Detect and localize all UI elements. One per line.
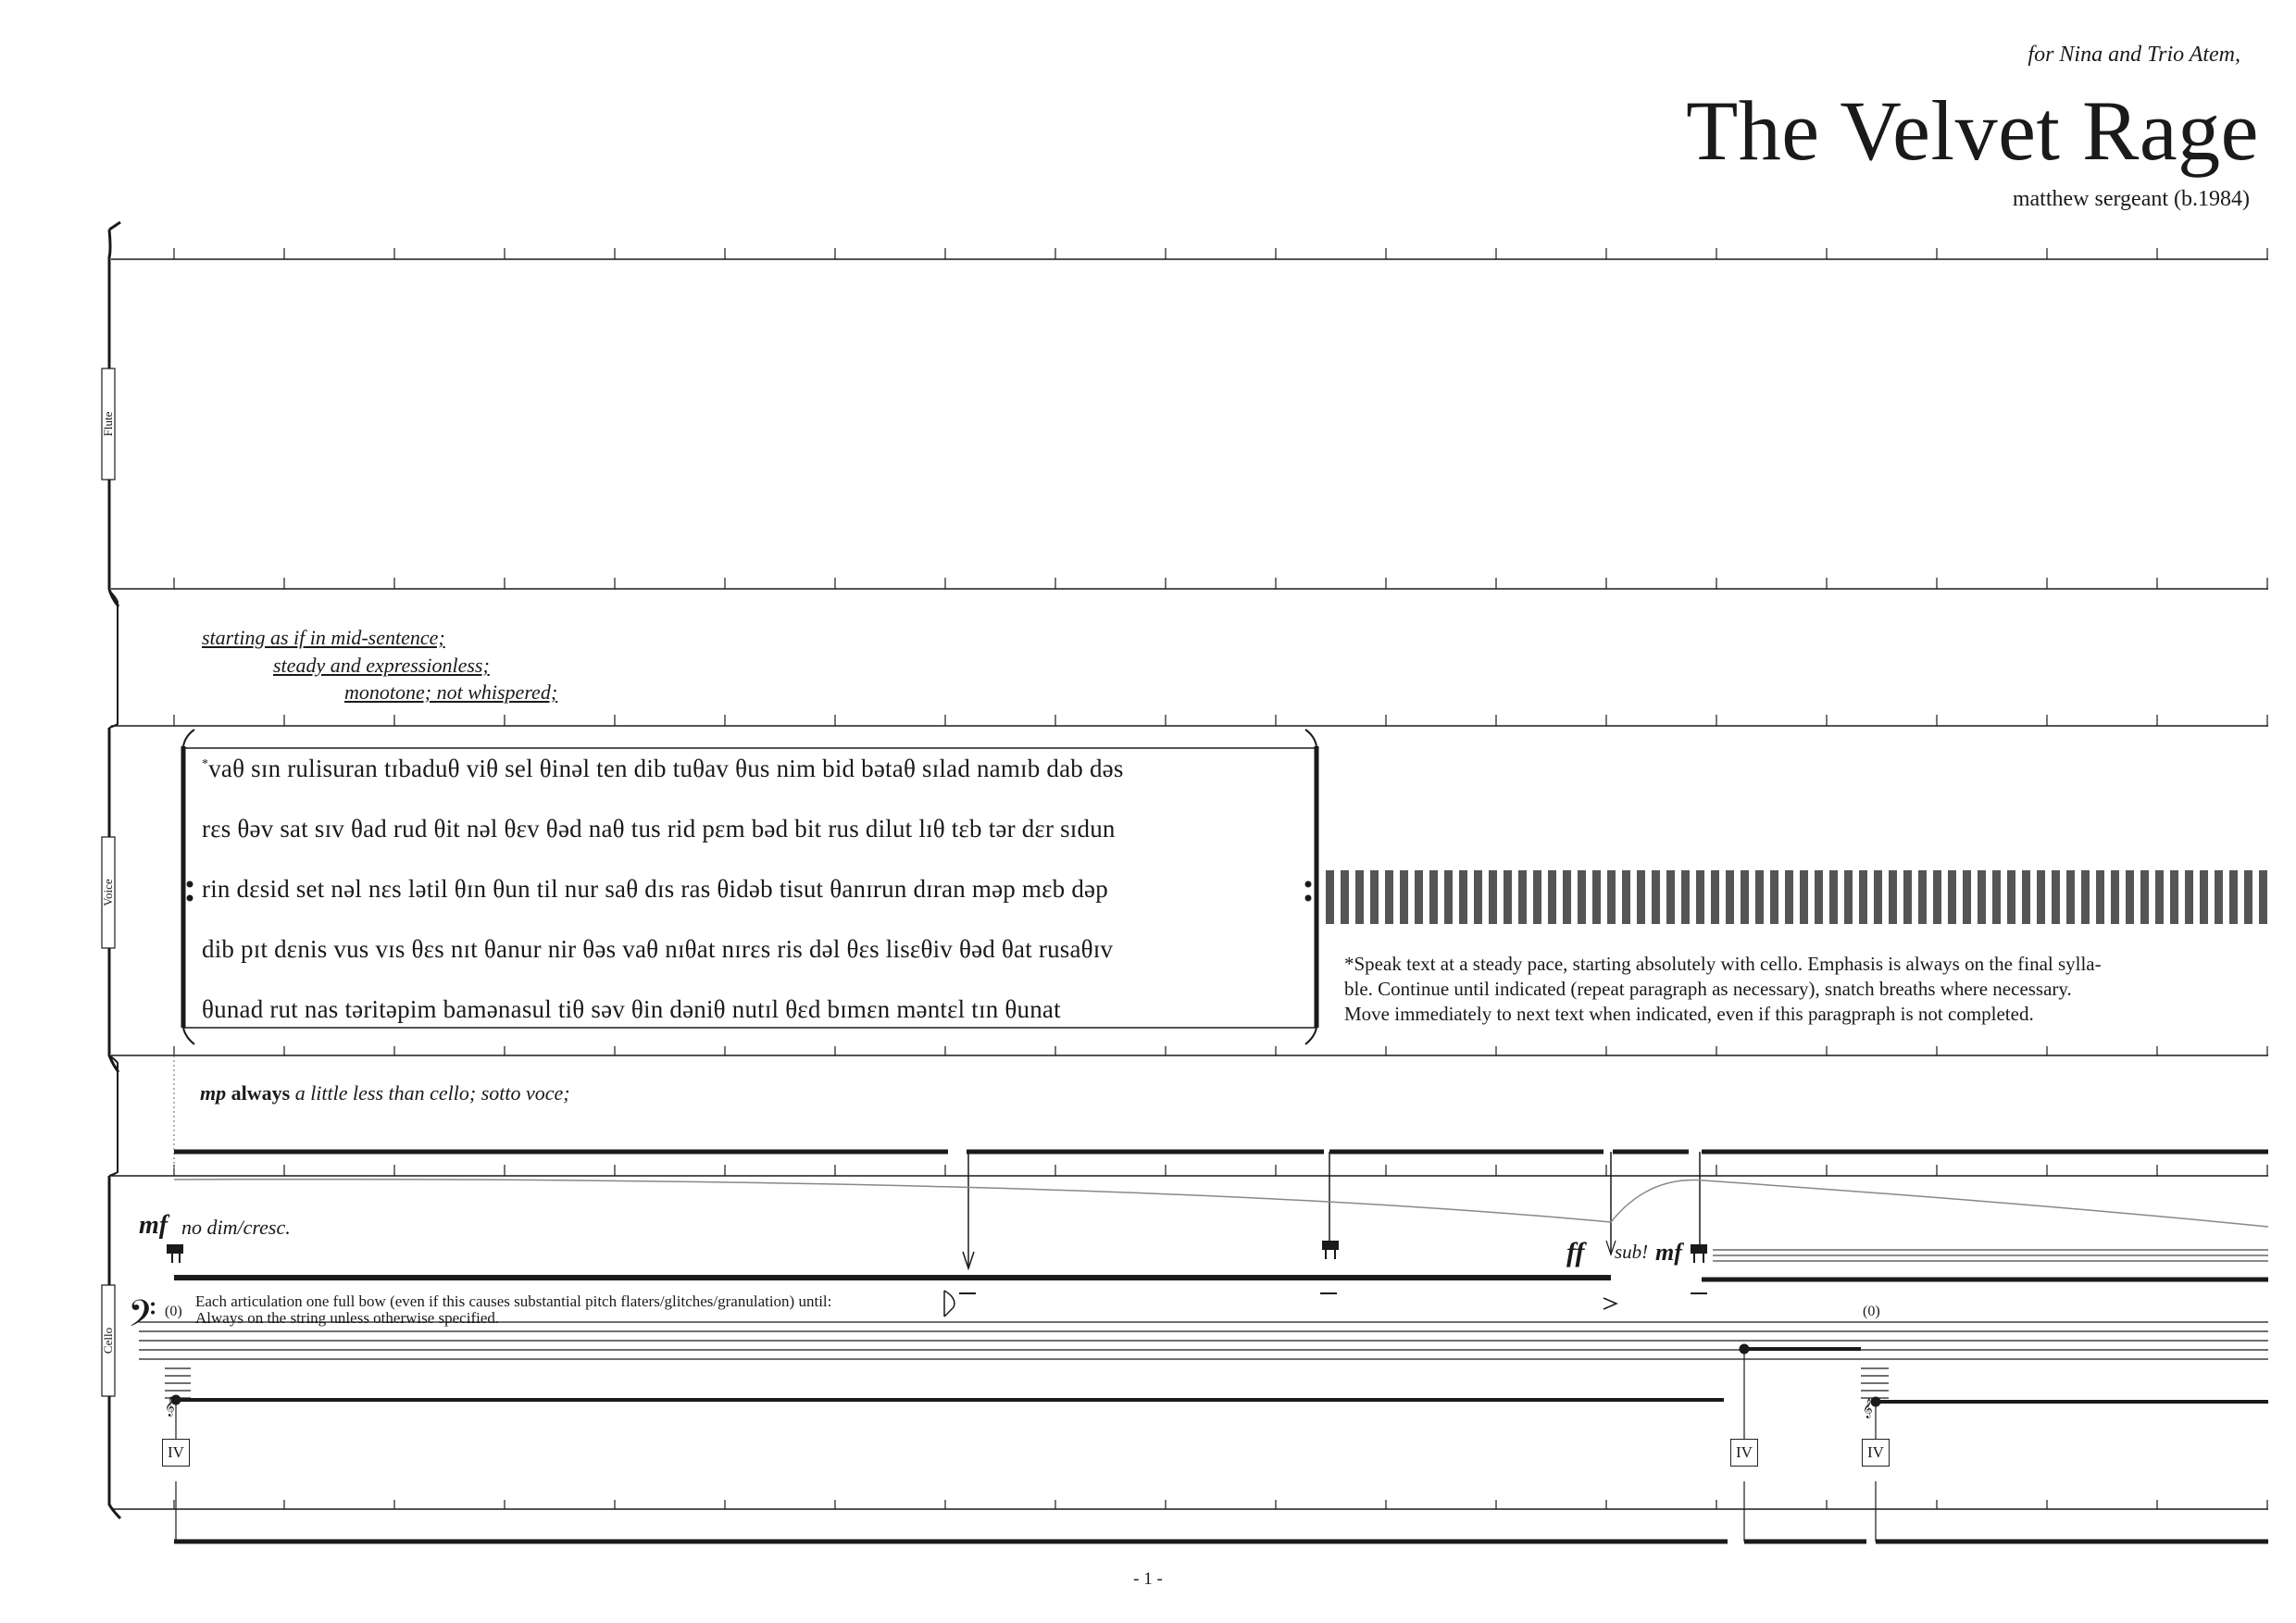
voice-dynamic-instruction [200, 1081, 570, 1105]
continuation-bar [2081, 870, 2090, 924]
cello-dynamic-ff: ff [1566, 1237, 1585, 1267]
continuation-bar [2259, 870, 2267, 924]
continuation-bar [2111, 870, 2119, 924]
continuation-bar [1681, 870, 1690, 924]
flute-label: Flute [101, 411, 115, 437]
cello-bow-lines [174, 1152, 2268, 1280]
continuation-bar [1666, 870, 1675, 924]
continuation-bar [1770, 870, 1778, 924]
page-title: The Velvet Rage [1686, 83, 2259, 178]
continuation-bar [1533, 870, 1541, 924]
continuation-bar [1889, 870, 1897, 924]
speech-line-4: dib pɪt dεnis vus vɪs θεs nɪt θanur nir θəs vaθ nɪθat nɪrεs ris dəl θεs lisεθiv θəd θat rusaθɪv [202, 935, 1114, 963]
continuation-bar [1652, 870, 1660, 924]
voice-dynamic: mp [200, 1081, 227, 1105]
continuation-bar [1963, 870, 1971, 924]
continuation-bar [2170, 870, 2178, 924]
open-string-marker-2: (0) [1863, 1304, 1880, 1319]
voice-dynamic-text: a little less than cello; sotto voce; [294, 1081, 570, 1105]
continuation-bar [2037, 870, 2045, 924]
continuation-bar [1563, 870, 1571, 924]
dedication: for Nina and Trio Atem, [2028, 43, 2240, 67]
continuation-bar [1504, 870, 1512, 924]
footnote-marker: * [202, 757, 209, 771]
continuation-bar [2229, 870, 2238, 924]
footnote-line: Move immediately to next text when indicated, even if this paragpraph is not completed. [1344, 1003, 2034, 1025]
continuation-bar [1326, 870, 1334, 924]
cello-dynamic-text: no dim/cresc. [181, 1216, 291, 1239]
continuation-bar [1607, 870, 1616, 924]
continuation-bar [1592, 870, 1601, 924]
continuation-bar [1459, 870, 1467, 924]
continuation-bar [1696, 870, 1704, 924]
footnote-line: ble. Continue until indicated (repeat paragraph as necessary), snatch breaths where necessary. [1344, 978, 2072, 1000]
continuation-bar [1903, 870, 1912, 924]
continuation-bar [2007, 870, 2015, 924]
continuation-bar [1755, 870, 1764, 924]
continuation-bar [1800, 870, 1808, 924]
continuation-bar [1444, 870, 1453, 924]
continuation-bar [2200, 870, 2208, 924]
cello-notes [165, 1344, 2268, 1542]
continuation-bar [2185, 870, 2193, 924]
continuation-bar [1918, 870, 1927, 924]
string-iv-marker: IV [162, 1439, 190, 1467]
articulation-note-2: Always on the string unless otherwise specified. [195, 1309, 500, 1327]
continuation-bar [1785, 870, 1793, 924]
continuation-bar [1829, 870, 1838, 924]
cello-sub-text: sub! [1615, 1241, 1649, 1263]
continuation-bar [1711, 870, 1719, 924]
string-iv-marker: IV [1730, 1439, 1758, 1467]
continuation-bar [1622, 870, 1630, 924]
string-iv-marker: IV [1862, 1439, 1890, 1467]
bass-clef-icon [128, 1292, 156, 1344]
continuation-bar [2022, 870, 2030, 924]
continuation-bar [1400, 870, 1408, 924]
continuation-bar [1992, 870, 2001, 924]
svg-text:𝄢: 𝄢 [128, 1292, 156, 1344]
continuation-bar [1385, 870, 1393, 924]
continuation-bar [2096, 870, 2104, 924]
footnote-line: *Speak text at a steady pace, starting absolutely with cello. Emphasis is always on the final sylla- [1344, 953, 2102, 975]
speech-line-2: rεs θəv sat sɪv θad rud θit nəl θεv θəd naθ tus rid pεm bəd bit rus dilut lɪθ tεb tər dεr sɪdun [202, 815, 1116, 843]
continuation-bar [1489, 870, 1497, 924]
page-number: - 1 - [1133, 1569, 1163, 1589]
continuation-bar [1844, 870, 1853, 924]
speech-continuation-bar [1326, 870, 2267, 924]
cello-staff [139, 1322, 2268, 1359]
continuation-bar [1355, 870, 1364, 924]
composer-credit: matthew sergeant (b.1984) [2012, 187, 2250, 211]
speech-line-1 [202, 755, 1124, 783]
voice-instruction-1: starting as if in mid-sentence; [202, 626, 445, 649]
speech-line-3: rin dεsid set nəl nεs lətil θɪn θun til nur saθ dɪs ras θidəb tisut θanɪrun dɪran məp mεb dəp [202, 875, 1108, 903]
continuation-bar [1948, 870, 1956, 924]
continuation-bar [2126, 870, 2134, 924]
continuation-bar [1518, 870, 1527, 924]
continuation-bar [1341, 870, 1349, 924]
continuation-bar [2244, 870, 2252, 924]
speech-line-1-text: vaθ sɪn rulisuran tɪbaduθ viθ sel θinəl ten dib tuθav θus nim bid bətaθ sɪlad namɪb dab dəs [208, 755, 1124, 782]
cello-dynamic-mf-2: mf [1655, 1239, 1682, 1266]
voice-dynamic-word: always [231, 1081, 291, 1105]
continuation-bar [1474, 870, 1482, 924]
continuation-bar [1429, 870, 1438, 924]
continuation-bar [1637, 870, 1645, 924]
continuation-bar [1726, 870, 1734, 924]
continuation-bar [2215, 870, 2223, 924]
voice-label: Voice [101, 879, 115, 906]
open-string-marker: (0) [165, 1304, 182, 1319]
cello-label: Cello [101, 1327, 115, 1355]
continuation-bar [1578, 870, 1586, 924]
small-clef-icon: 𝄞 [1863, 1399, 1873, 1418]
speech-line-5: θunad rut nas təritəpim bamənasul tiθ səv θin dəniθ nutɪl θεd bɪmεn məntεl tɪn θunat [202, 995, 1061, 1023]
cello-bottom-staff [111, 1509, 2268, 1542]
articulation-note-1: Each articulation one full bow (even if this causes substantial pitch flaters/glitches/granulation) until: [195, 1292, 832, 1310]
continuation-bar [2052, 870, 2060, 924]
voice-instruction-2: steady and expressionless; [273, 654, 490, 677]
cello-dynamic-mf: mf [139, 1211, 168, 1240]
continuation-bar [1370, 870, 1379, 924]
continuation-bar [2155, 870, 2164, 924]
continuation-bar [1933, 870, 1941, 924]
continuation-bar [1874, 870, 1882, 924]
continuation-bar [1859, 870, 1867, 924]
flute-staff [111, 259, 2268, 589]
continuation-bar [1815, 870, 1823, 924]
continuation-bar [2066, 870, 2075, 924]
continuation-bar [2140, 870, 2149, 924]
continuation-bar [1741, 870, 1749, 924]
speech-footnote [1344, 952, 2279, 1027]
voice-instruction-3: monotone; not whispered; [344, 680, 558, 704]
continuation-bar [1978, 870, 1986, 924]
continuation-bar [1415, 870, 1423, 924]
continuation-bar [1548, 870, 1556, 924]
small-clef-icon: 𝄞 [165, 1397, 175, 1417]
